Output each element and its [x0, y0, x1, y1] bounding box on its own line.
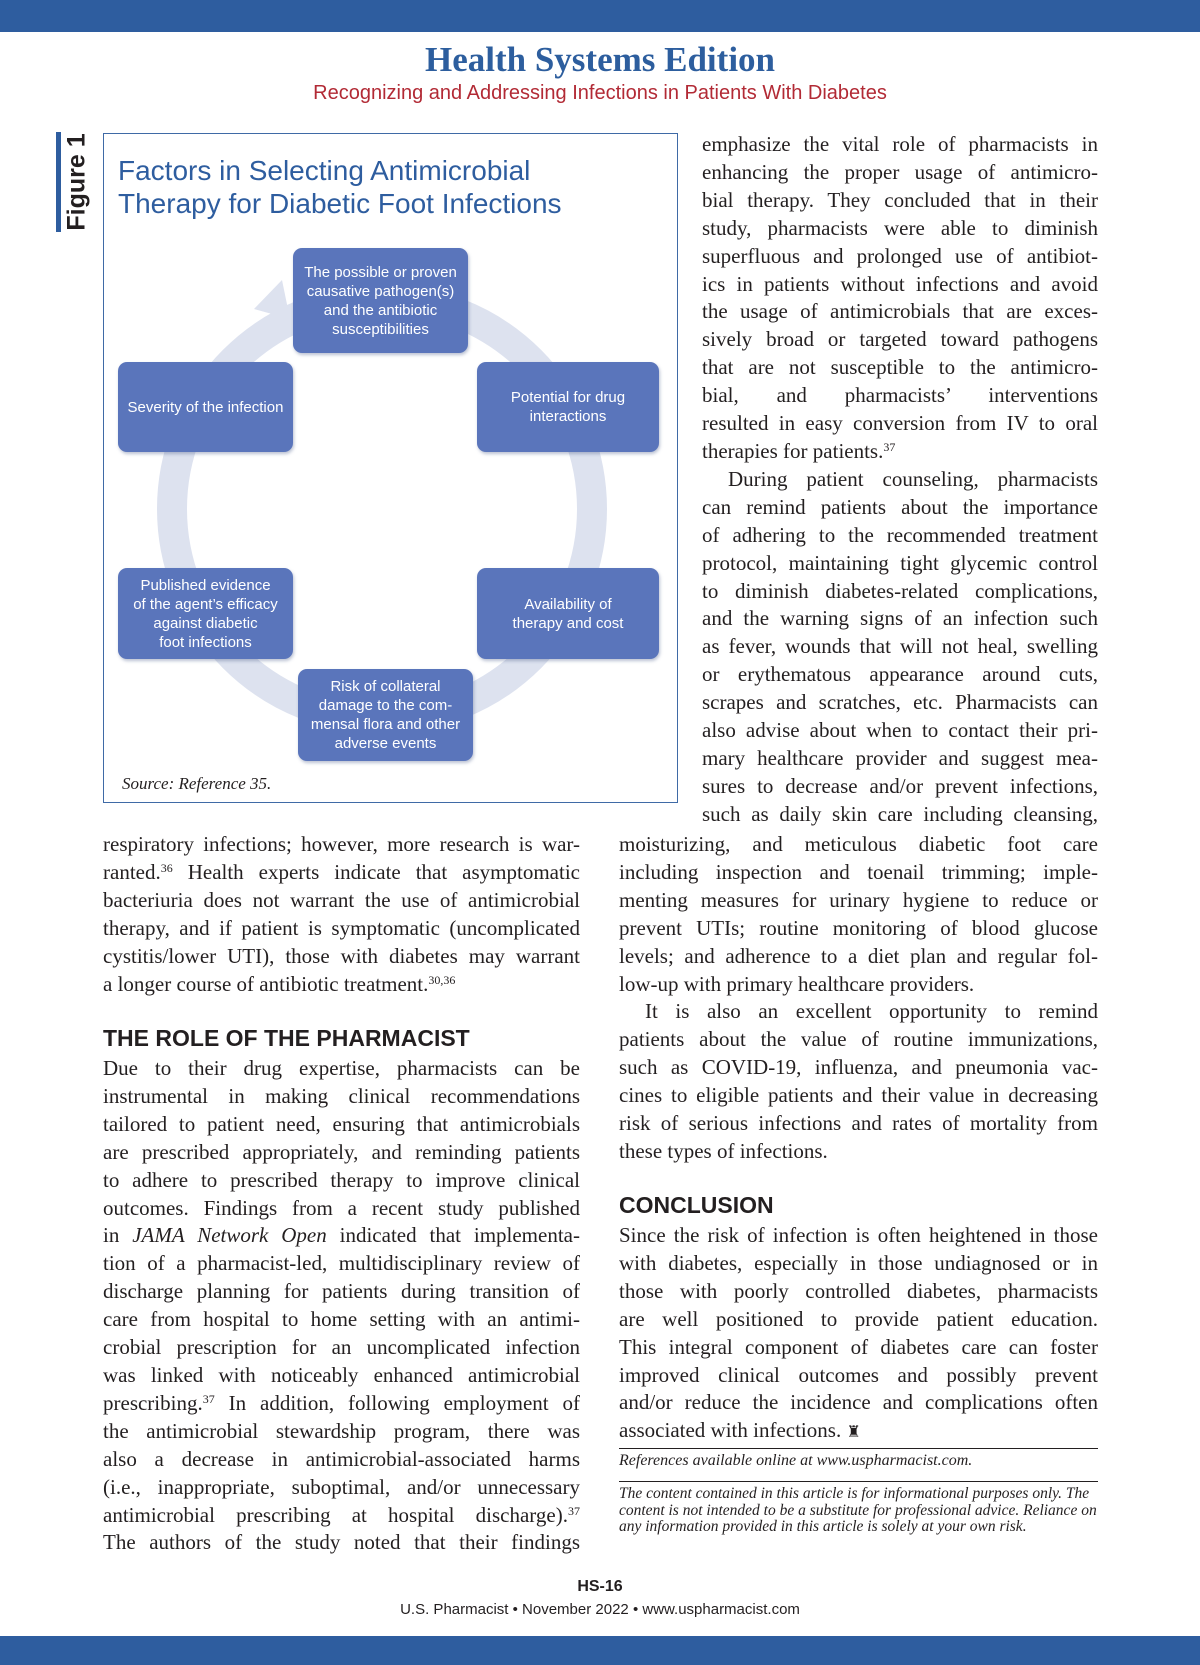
node-line: foot infections [159, 633, 252, 651]
text-line: improved clinical outcomes and possibly prevent [619, 1362, 1098, 1387]
text-fragment: Health experts indicate that asymptomatic [172, 859, 580, 884]
references-rule [619, 1448, 1098, 1449]
text-line: Since the risk of infection is often heightened in those [619, 1223, 1098, 1247]
factor-drug-interactions [477, 362, 659, 452]
text-line: moisturizing, and meticulous diabetic foot care [619, 832, 1098, 856]
node-line: Potential for drug [510, 389, 626, 406]
text-line: therapy, and if patient is symptomatic (uncomplicated [103, 915, 580, 940]
node-line: susceptibilities [332, 320, 429, 338]
text-fragment: associated with infections. [619, 1418, 842, 1443]
text-line [103, 859, 580, 887]
node-line: and the antibiotic [323, 301, 438, 319]
left-column-role-text [103, 1055, 580, 1557]
node-line: Severity of the infection [127, 398, 284, 416]
node-line: adverse events [334, 735, 437, 752]
citation-superscript: 37 [202, 1391, 215, 1406]
text-line: prevent UTIs; routine monitoring of blood glucose [619, 915, 1098, 940]
text-line: outcomes. Findings from a recent study published [103, 1195, 580, 1220]
factor-published-evidence [118, 568, 293, 659]
factor-infection-severity [118, 362, 293, 452]
citation-superscript: 30,36 [428, 972, 456, 987]
text-line: enhancing the proper usage of antimicro- [702, 159, 1098, 184]
text-line [103, 971, 580, 999]
text-line: sively broad or targeted toward pathogens [702, 327, 1098, 352]
text-line: menting measures for urinary hygiene to reduce or [619, 887, 1098, 912]
text-fragment: indicated that implementa- [326, 1223, 580, 1248]
text-line [702, 438, 1098, 466]
text-line: protocol, maintaining tight glycemic control [702, 550, 1098, 575]
text-fragment: In addition, following employment of [214, 1390, 580, 1415]
text-fragment: in [103, 1223, 133, 1248]
node-line: against diabetic [153, 614, 258, 632]
node-line: The possible or proven [304, 263, 457, 281]
text-line: and the warning signs of an infection such [702, 606, 1098, 631]
text-line: tailored to patient need, ensuring that antimicrobials [103, 1111, 580, 1136]
figure-title-line-2: Therapy for Diabetic Foot Infections [118, 188, 562, 219]
disclaimer-rule [619, 1481, 1098, 1482]
text-line: also a decrease in antimicrobial-associated harms [103, 1446, 580, 1471]
text-line: that are not susceptible to the antimicro- [702, 355, 1098, 380]
text-line: Due to their drug expertise, pharmacists can be [103, 1056, 580, 1080]
text-line: the usage of antimicrobials that are exces- [702, 299, 1098, 324]
figure-tab-bar [56, 132, 61, 232]
text-line: cines to eligible patients and their value in decreasing [619, 1083, 1098, 1108]
text-line: (i.e., inappropriate, suboptimal, and/or unnecessary [103, 1474, 580, 1499]
text-line: discharge planning for patients during transition of [103, 1279, 580, 1304]
citation-superscript: 37 [883, 439, 896, 454]
text-line: including inspection and toenail trimming; imple- [619, 859, 1098, 884]
citation-superscript: 37 [568, 1503, 580, 1518]
text-fragment: antimicrobial prescribing at hospital discharge). [103, 1502, 568, 1527]
end-of-article-icon: ♜ [846, 1424, 861, 1442]
journal-name: JAMA Network Open [132, 1223, 327, 1248]
text-fragment: ranted. [103, 859, 161, 884]
text-line: resulted in easy conversion from IV to oral [702, 411, 1098, 436]
factor-pathogen-susceptibility [293, 248, 468, 353]
factor-availability-cost [477, 568, 659, 659]
text-line: emphasize the vital role of pharmacists in [702, 132, 1098, 156]
left-column-text [103, 831, 580, 998]
figure-title-line-1: Factors in Selecting Antimicrobial [118, 155, 531, 186]
text-line: bial therapy. They concluded that in their [702, 187, 1098, 212]
text-line: During patient counseling, pharmacists [728, 466, 1098, 491]
conclusion-text [619, 1222, 1098, 1447]
text-line: such as daily skin care including cleansing, [702, 801, 1098, 826]
text-line: or erythematous appearance around cuts, [702, 662, 1098, 687]
text-line: are well positioned to provide patient education. [619, 1306, 1098, 1331]
text-fragment: a longer course of antibiotic treatment. [103, 971, 429, 996]
text-line: was linked with noticeably enhanced antimicrobial [103, 1362, 580, 1387]
text-line: superfluous and prolonged use of antibiot- [702, 243, 1098, 268]
section-heading-role-of-pharmacist: THE ROLE OF THE PHARMACIST [103, 1025, 470, 1051]
text-line: ics in patients without infections and avoid [702, 271, 1098, 296]
text-line: and/or reduce the incidence and complications often [619, 1390, 1098, 1415]
section-heading-conclusion: CONCLUSION [619, 1192, 774, 1218]
right-column-lower-text [619, 831, 1098, 1166]
text-line: can remind patients about the importance [702, 494, 1098, 519]
text-line [619, 1417, 1098, 1447]
article-title: Recognizing and Addressing Infections in Patients With Diabetes [313, 82, 887, 104]
text-line: It is also an excellent opportunity to remind [645, 999, 1098, 1024]
page-number: HS-16 [577, 1578, 623, 1595]
figure-1 [103, 133, 678, 803]
references-note: References available online at www.uspharmacist.com. [619, 1452, 973, 1469]
text-line: those with poorly controlled diabetes, pharmacists [619, 1278, 1098, 1303]
text-line: the antimicrobial stewardship program, there was [103, 1418, 580, 1443]
text-line: with diabetes, especially in those undiagnosed or in [619, 1250, 1098, 1275]
text-line: respiratory infections; however, more research is war- [103, 832, 580, 856]
node-line: damage to the com- [318, 697, 453, 714]
text-line: low-up with primary healthcare providers. [619, 971, 975, 996]
text-line [103, 1222, 580, 1250]
cycle-arrowhead-icon [254, 280, 290, 319]
figure-label: Figure 1 [62, 133, 91, 231]
node-line: Risk of collateral [330, 678, 441, 695]
factor-collateral-damage [298, 669, 473, 761]
disclaimer-text: The content contained in this article is for informational purposes only. The content is not intended to be a substitute for professional advice. Reliance on any information provided in this article is solely at your own risk. [619, 1485, 1097, 1535]
text-line: levels; and adherence to a diet plan and regular fol- [619, 943, 1098, 968]
text-line: This integral component of diabetes care can foster [619, 1334, 1098, 1359]
right-column-upper-text [702, 131, 1098, 829]
text-line: cystitis/lower UTI), those with diabetes may warrant [103, 943, 580, 968]
text-line [103, 1390, 580, 1418]
text-line: instrumental in making clinical recommendations [103, 1083, 580, 1108]
text-line: such as COVID-19, influenza, and pneumonia vac- [619, 1055, 1098, 1080]
node-line: Published evidence [140, 576, 271, 594]
figure-tab [56, 132, 92, 234]
publication-title: Health Systems Edition [424, 40, 776, 79]
node-line: of the agent’s efficacy [133, 595, 278, 613]
text-line: risk of serious infections and rates of mortality from [619, 1111, 1098, 1136]
text-line: these types of infections. [619, 1138, 828, 1163]
text-line: are prescribed appropriately, and reminding patients [103, 1139, 580, 1164]
node-line: interactions [529, 408, 607, 425]
citation-superscript: 36 [160, 860, 173, 875]
text-line: to adhere to prescribed therapy to improve clinical [103, 1167, 580, 1192]
text-line [103, 1502, 580, 1530]
text-line: sures to decrease and/or prevent infections, [702, 773, 1098, 798]
node-line: therapy and cost [512, 614, 624, 632]
text-line: patients about the value of routine immunizations, [619, 1027, 1098, 1052]
node-line: Availability of [524, 595, 612, 613]
text-line: bial, and pharmacists’ interventions [702, 383, 1098, 408]
footer-publication-info: U.S. Pharmacist • November 2022 • www.uspharmacist.com [400, 1601, 800, 1618]
text-line: care from hospital to home setting with an antimi- [103, 1307, 580, 1332]
text-line: scrapes and scratches, etc. Pharmacists can [702, 690, 1098, 715]
text-line: study, pharmacists were able to diminish [702, 215, 1098, 240]
text-fragment: therapies for patients. [702, 438, 884, 463]
text-line: of adhering to the recommended treatment [702, 522, 1098, 547]
text-line: bacteriuria does not warrant the use of antimicrobial [103, 887, 580, 912]
text-line: to diminish diabetes-related complications, [702, 578, 1098, 603]
text-line: as fever, wounds that will not heal, swelling [702, 634, 1098, 659]
text-line: mary healthcare provider and suggest mea- [702, 745, 1098, 770]
text-line: also advise about when to contact their pri- [702, 718, 1098, 743]
text-line: tion of a pharmacist-led, multidisciplinary review of [103, 1251, 580, 1276]
figure-source: Source: Reference 35. [122, 774, 272, 793]
text-line: The authors of the study noted that their findings [103, 1530, 580, 1555]
text-fragment: prescribing. [103, 1390, 203, 1415]
node-line: mensal flora and other [310, 716, 461, 733]
node-line: causative pathogen(s) [306, 282, 455, 300]
top-color-bar [0, 0, 1200, 32]
text-line: crobial prescription for an uncomplicated infection [103, 1335, 580, 1360]
bottom-color-bar [0, 1636, 1200, 1665]
